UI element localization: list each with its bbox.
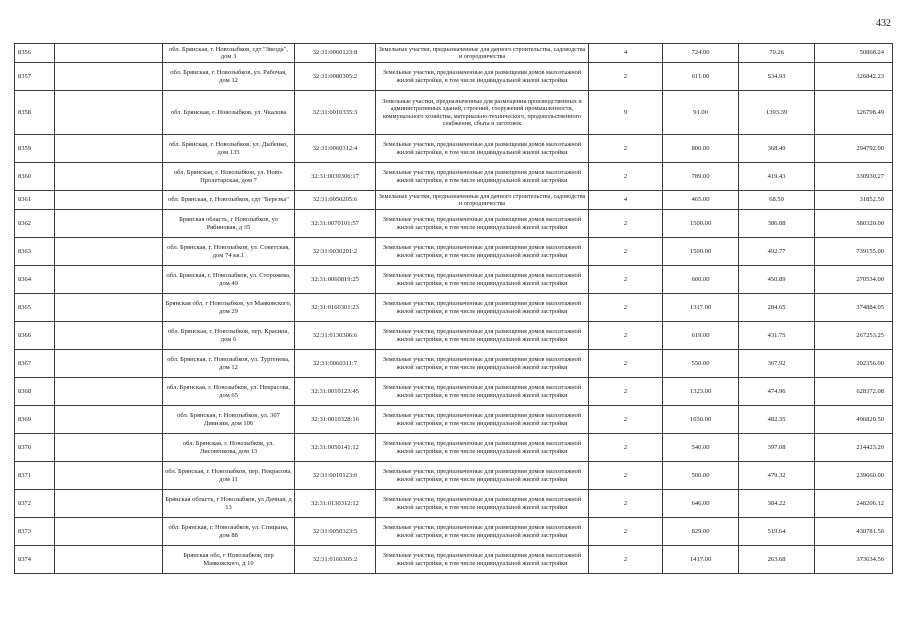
- land-use-cell: Земельные участки, предназначенные для размещения домов малоэтажной жилой застройки, в том числе индивидуальной жилой застройки: [376, 406, 589, 434]
- specific-value-cell: 492.77: [739, 238, 815, 266]
- land-use-cell: Земельные участки, предназначенные для размещения домов малоэтажной жилой застройки, в том числе индивидуальной жилой застройки: [376, 238, 589, 266]
- table-row: [15, 322, 893, 350]
- land-use-cell: Земельные участки, предназначенные для размещения домов малоэтажной жилой застройки, в том числе индивидуальной жилой застройки: [376, 490, 589, 518]
- category-code-cell: 2: [589, 266, 663, 294]
- specific-value-cell: 68.50: [739, 191, 815, 210]
- address-cell: обл. Брянская, г. Новозыбков, ул. Сторожева, дом 49: [163, 266, 295, 294]
- cadastral-number-cell: 32:31:0010123:45: [295, 378, 376, 406]
- address-cell: обл. Брянская, г. Новозыбков, ул. Тургенева, дом 12: [163, 350, 295, 378]
- cadastral-value-cell: 326842.23: [815, 63, 893, 91]
- category-code-cell: 2: [589, 135, 663, 163]
- cadastral-value-cell: 50868.24: [815, 44, 893, 63]
- specific-value-cell: 519.64: [739, 518, 815, 546]
- address-cell: обл. Брянская, г. Новозыбков, пер. Некрасова, дом 11: [163, 462, 295, 490]
- cadastral-number-cell: 32:31:0030306:17: [295, 163, 376, 191]
- address-cell: обл. Брянская, г. Новозыбков, ул. Лисовенкова, дом 13: [163, 434, 295, 462]
- blank-cell: [55, 63, 163, 91]
- cadastral-number-cell: 32:31:0010328:16: [295, 406, 376, 434]
- cadastral-number-cell: 32:31:0050141:12: [295, 434, 376, 462]
- blank-cell: [55, 135, 163, 163]
- row-number: 8371: [15, 462, 55, 490]
- address-cell: обл. Брянская, г. Новозыбков, ул. Дыбенко, дом 135: [163, 135, 295, 163]
- specific-value-cell: 431.75: [739, 322, 815, 350]
- specific-value-cell: 474.96: [739, 378, 815, 406]
- area-cell: 1417.00: [663, 546, 739, 574]
- land-use-cell: Земельные участки, предназначенные для дачного строительства, садоводства и огородничества: [376, 44, 589, 63]
- specific-value-cell: 534.93: [739, 63, 815, 91]
- category-code-cell: 4: [589, 44, 663, 63]
- blank-cell: [55, 378, 163, 406]
- address-cell: обл. Брянская, г. Новозыбков, ул. Чкалова: [163, 91, 295, 135]
- address-cell: Брянская обл, г Новозыбков, пер Маяковского, д 10: [163, 546, 295, 574]
- category-code-cell: 2: [589, 238, 663, 266]
- table-row: [15, 238, 893, 266]
- cadastral-number-cell: 32:31:0050205:6: [295, 191, 376, 210]
- cadastral-value-cell: 126798.49: [815, 91, 893, 135]
- cadastral-value-cell: 330930.27: [815, 163, 893, 191]
- blank-cell: [55, 266, 163, 294]
- cadastral-value-cell: 202356.00: [815, 350, 893, 378]
- table-row: [15, 434, 893, 462]
- area-cell: 1317.00: [663, 294, 739, 322]
- address-cell: обл. Брянская, г. Новозыбков, сдт "Звезда", дом 3: [163, 44, 295, 63]
- table-row: [15, 378, 893, 406]
- cadastral-value-cell: 739155.00: [815, 238, 893, 266]
- area-cell: 646.00: [663, 490, 739, 518]
- table-row: [15, 91, 893, 135]
- land-use-cell: Земельные участки, предназначенные для размещения домов малоэтажной жилой застройки, в том числе индивидуальной жилой застройки: [376, 462, 589, 490]
- specific-value-cell: 482.35: [739, 406, 815, 434]
- cadastral-number-cell: 32:31:0160305:2: [295, 546, 376, 574]
- row-number: 8366: [15, 322, 55, 350]
- cadastral-value-cell: 374884.05: [815, 294, 893, 322]
- table-row: [15, 63, 893, 91]
- category-code-cell: 2: [589, 490, 663, 518]
- land-use-cell: Земельные участки, предназначенные для размещения домов малоэтажной жилой застройки, в том числе индивидуальной жилой застройки: [376, 210, 589, 238]
- cadastral-number-cell: 32:31:0010123:6: [295, 462, 376, 490]
- row-number: 8365: [15, 294, 55, 322]
- row-number: 8356: [15, 44, 55, 63]
- area-cell: 829.00: [663, 518, 739, 546]
- table-row: [15, 546, 893, 574]
- cadastral-number-cell: 32:31:0070101:57: [295, 210, 376, 238]
- blank-cell: [55, 490, 163, 518]
- area-cell: 91.00: [663, 91, 739, 135]
- category-code-cell: 2: [589, 378, 663, 406]
- land-use-cell: Земельные участки, предназначенные для размещения домов малоэтажной жилой застройки, в том числе индивидуальной жилой застройки: [376, 266, 589, 294]
- table-row: [15, 462, 893, 490]
- table-row: [15, 44, 893, 63]
- address-cell: обл. Брянская, г. Новозыбков, ул. Советская, дом 74 кв.1: [163, 238, 295, 266]
- area-cell: 1323.00: [663, 378, 739, 406]
- address-cell: обл. Брянская, г. Новозыбков, ул. Ново-Пролетарская, дом 7: [163, 163, 295, 191]
- row-number: 8361: [15, 191, 55, 210]
- row-number: 8369: [15, 406, 55, 434]
- row-number: 8374: [15, 546, 55, 574]
- specific-value-cell: 284.65: [739, 294, 815, 322]
- category-code-cell: 2: [589, 322, 663, 350]
- land-use-cell: Земельные участки, предназначенные для размещения домов малоэтажной жилой застройки, в том числе индивидуальной жилой застройки: [376, 135, 589, 163]
- area-cell: 550.00: [663, 350, 739, 378]
- area-cell: 611.00: [663, 63, 739, 91]
- row-number: 8372: [15, 490, 55, 518]
- land-use-cell: Земельные участки, предназначенные для размещения домов малоэтажной жилой застройки, в том числе индивидуальной жилой застройки: [376, 294, 589, 322]
- table-row: [15, 163, 893, 191]
- table-row: [15, 294, 893, 322]
- cadastral-value-cell: 270534.00: [815, 266, 893, 294]
- area-cell: 540.00: [663, 434, 739, 462]
- cadastral-number-cell: 32:31:0130312:12: [295, 490, 376, 518]
- specific-value-cell: 419.43: [739, 163, 815, 191]
- blank-cell: [55, 163, 163, 191]
- blank-cell: [55, 91, 163, 135]
- cadastral-number-cell: 32:31:0050323:5: [295, 518, 376, 546]
- cadastral-number-cell: 32:31:0010335:3: [295, 91, 376, 135]
- specific-value-cell: 70.26: [739, 44, 815, 63]
- blank-cell: [55, 44, 163, 63]
- address-cell: обл. Брянская, г. Новозыбков, ул. Некрасова, дом 65: [163, 378, 295, 406]
- area-cell: 1030.00: [663, 406, 739, 434]
- row-number: 8358: [15, 91, 55, 135]
- row-number: 8359: [15, 135, 55, 163]
- blank-cell: [55, 434, 163, 462]
- address-cell: обл. Брянская, г. Новозыбков, сдт "Березка": [163, 191, 295, 210]
- land-use-cell: Земельные участки, предназначенные для размещения домов малоэтажной жилой застройки, в том числе индивидуальной жилой застройки: [376, 546, 589, 574]
- specific-value-cell: 263.68: [739, 546, 815, 574]
- blank-cell: [55, 191, 163, 210]
- cadastral-number-cell: 32:31:0060819:25: [295, 266, 376, 294]
- address-cell: обл. Брянская, г. Новозыбков, пер. Красина, дом 6: [163, 322, 295, 350]
- land-use-cell: Земельные участки, предназначенные для размещения домов малоэтажной жилой застройки, в том числе индивидуальной жилой застройки: [376, 163, 589, 191]
- category-code-cell: 2: [589, 462, 663, 490]
- category-code-cell: 2: [589, 406, 663, 434]
- category-code-cell: 2: [589, 294, 663, 322]
- address-cell: обл. Брянская, г. Новозыбков, ул. Спицына, дом 88: [163, 518, 295, 546]
- cadastral-number-cell: 32:31:0060311:7: [295, 350, 376, 378]
- blank-cell: [55, 462, 163, 490]
- row-number: 8370: [15, 434, 55, 462]
- table-row: [15, 490, 893, 518]
- cadastral-value-cell: 214423.20: [815, 434, 893, 462]
- area-cell: 500.00: [663, 462, 739, 490]
- land-use-cell: Земельные участки, предназначенные для размещения домов малоэтажной жилой застройки, в том числе индивидуальной жилой застройки: [376, 350, 589, 378]
- cadastral-value-cell: 496820.50: [815, 406, 893, 434]
- cadastral-value-cell: 31852.50: [815, 191, 893, 210]
- category-code-cell: 4: [589, 191, 663, 210]
- table-row: [15, 350, 893, 378]
- specific-value-cell: 367.92: [739, 350, 815, 378]
- address-cell: обл. Брянская, г. Новозыбков, ул. Рабочая, дом 12: [163, 63, 295, 91]
- category-code-cell: 2: [589, 63, 663, 91]
- cadastral-number-cell: 32:31:0060312:4: [295, 135, 376, 163]
- specific-value-cell: 450.89: [739, 266, 815, 294]
- cadastral-value-cell: 430781.56: [815, 518, 893, 546]
- land-use-cell: Земельные участки, предназначенные для размещения домов малоэтажной жилой застройки, в том числе индивидуальной жилой застройки: [376, 518, 589, 546]
- cadastral-number-cell: 32:31:0060123:8: [295, 44, 376, 63]
- blank-cell: [55, 350, 163, 378]
- area-cell: 724.00: [663, 44, 739, 63]
- area-cell: 600.00: [663, 266, 739, 294]
- cadastral-number-cell: 32:31:0130306:6: [295, 322, 376, 350]
- row-number: 8362: [15, 210, 55, 238]
- address-cell: Брянская область, г Новозыбков, ул Рябиновая, д 35: [163, 210, 295, 238]
- row-number: 8360: [15, 163, 55, 191]
- cadastral-value-cell: 267253.25: [815, 322, 893, 350]
- cadastral-number-cell: 32:31:0030201:2: [295, 238, 376, 266]
- row-number: 8364: [15, 266, 55, 294]
- page-number: 432: [876, 18, 891, 29]
- register-body: [15, 44, 893, 574]
- register-table: [14, 43, 893, 574]
- table-row: [15, 135, 893, 163]
- row-number: 8357: [15, 63, 55, 91]
- land-use-cell: Земельные участки, предназначенные для размещения домов малоэтажной жилой застройки, в том числе индивидуальной жилой застройки: [376, 378, 589, 406]
- cadastral-value-cell: 248206.12: [815, 490, 893, 518]
- table-row: [15, 266, 893, 294]
- cadastral-value-cell: 373634.56: [815, 546, 893, 574]
- category-code-cell: 9: [589, 91, 663, 135]
- row-number: 8367: [15, 350, 55, 378]
- address-cell: Брянская область, г Новозыбков, ул Дачная, д 13: [163, 490, 295, 518]
- category-code-cell: 2: [589, 210, 663, 238]
- land-use-cell: Земельные участки, предназначенные для размещения домов малоэтажной жилой застройки, в том числе индивидуальной жилой застройки: [376, 322, 589, 350]
- cadastral-number-cell: 32:31:0160301:23: [295, 294, 376, 322]
- table-row: [15, 518, 893, 546]
- category-code-cell: 2: [589, 163, 663, 191]
- blank-cell: [55, 406, 163, 434]
- specific-value-cell: 386.88: [739, 210, 815, 238]
- row-number: 8363: [15, 238, 55, 266]
- cadastral-value-cell: 580320.00: [815, 210, 893, 238]
- category-code-cell: 2: [589, 546, 663, 574]
- land-use-cell: Земельные участки, предназначенные для дачного строительства, садоводства и огородничества: [376, 191, 589, 210]
- area-cell: 619.00: [663, 322, 739, 350]
- area-cell: 465.00: [663, 191, 739, 210]
- specific-value-cell: 397.08: [739, 434, 815, 462]
- land-use-cell: Земельные участки, предназначенные для размещения домов малоэтажной жилой застройки, в том числе индивидуальной жилой застройки: [376, 434, 589, 462]
- specific-value-cell: 479.32: [739, 462, 815, 490]
- land-use-cell: Земельные участки, предназначенные для размещения домов малоэтажной жилой застройки, в том числе индивидуальной жилой застройки: [376, 63, 589, 91]
- blank-cell: [55, 546, 163, 574]
- row-number: 8368: [15, 378, 55, 406]
- cadastral-value-cell: 294792.00: [815, 135, 893, 163]
- blank-cell: [55, 210, 163, 238]
- cadastral-value-cell: 628372.08: [815, 378, 893, 406]
- blank-cell: [55, 294, 163, 322]
- row-number: 8373: [15, 518, 55, 546]
- specific-value-cell: 368.49: [739, 135, 815, 163]
- area-cell: 800.00: [663, 135, 739, 163]
- specific-value-cell: 1393.39: [739, 91, 815, 135]
- table-row: [15, 191, 893, 210]
- address-cell: Брянская обл, г Новозыбков, ул Маяковского, дом 29: [163, 294, 295, 322]
- cadastral-value-cell: 239660.00: [815, 462, 893, 490]
- category-code-cell: 2: [589, 434, 663, 462]
- blank-cell: [55, 518, 163, 546]
- table-row: [15, 406, 893, 434]
- area-cell: 1500.00: [663, 238, 739, 266]
- blank-cell: [55, 238, 163, 266]
- land-use-cell: Земельные участки, предназначенные для размещения производственных и административных зданий, строений, сооружений промышленности, коммунального хозяйства, материально-технического, продовольственного снабжения, сбыта и заготовок: [376, 91, 589, 135]
- area-cell: 789.00: [663, 163, 739, 191]
- area-cell: 1500.00: [663, 210, 739, 238]
- specific-value-cell: 384.22: [739, 490, 815, 518]
- category-code-cell: 2: [589, 350, 663, 378]
- table-row: [15, 210, 893, 238]
- address-cell: обл. Брянская, г. Новозыбков, ул. 307 Дивизии, дом 106: [163, 406, 295, 434]
- cadastral-number-cell: 32:31:0080305:2: [295, 63, 376, 91]
- blank-cell: [55, 322, 163, 350]
- category-code-cell: 2: [589, 518, 663, 546]
